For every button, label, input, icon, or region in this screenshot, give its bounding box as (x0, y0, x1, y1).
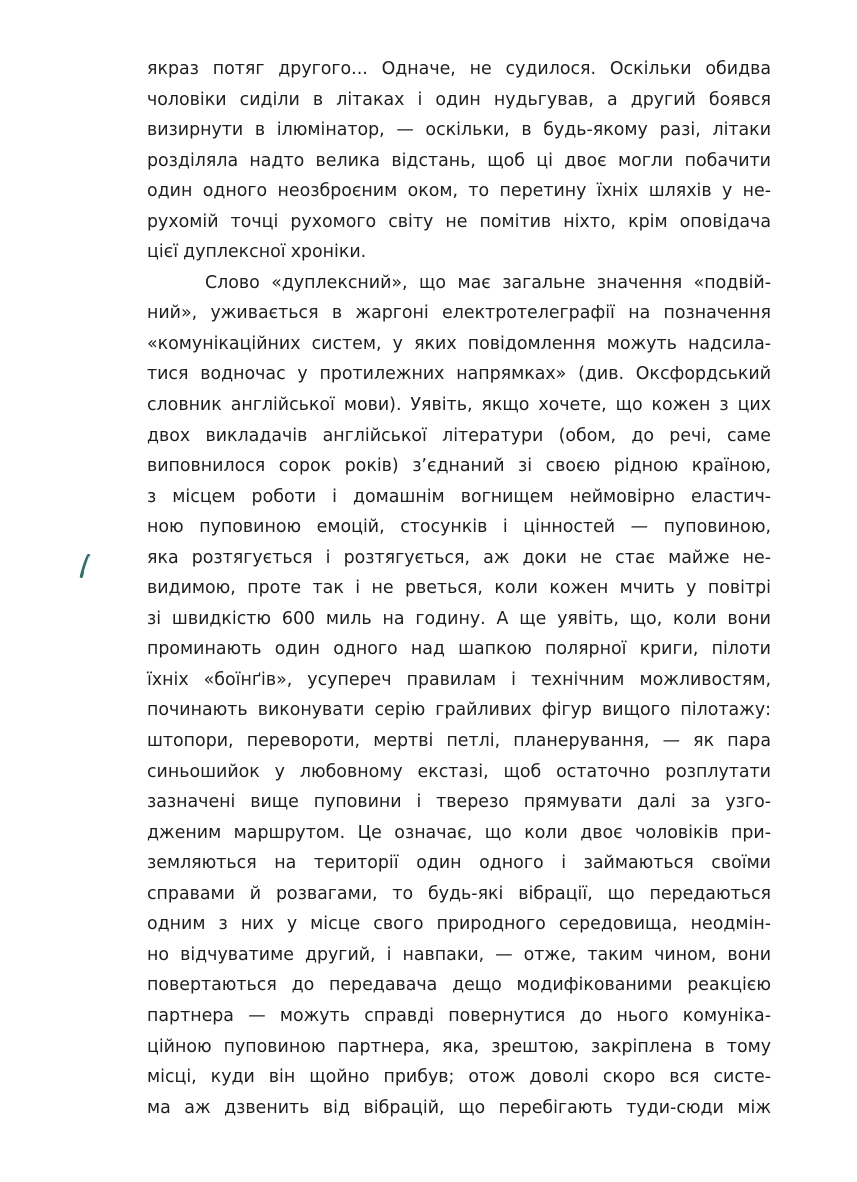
text-line: якраз потяг другого... Одначе, не судилося. Оскільки обидва (147, 59, 771, 79)
text-line: «комунікаційних систем, у яких повідомлення можуть надсила- (147, 333, 771, 354)
text-line: яка розтягується і розтягується, аж доки не стає майже не- (147, 547, 771, 568)
text-line: проминають один одного над шапкою полярної криги, пілоти (147, 639, 771, 660)
text-line: ний», уживається в жаргоні електротелеграфії на позначення (147, 303, 771, 324)
pen-mark-icon (78, 553, 92, 579)
text-line: рухомій точці рухомого світу не помітив ніхто, крім оповідача (147, 211, 771, 232)
text-line: місці, куди він щойно прибув; отож доволі скоро вся систе- (147, 1067, 771, 1088)
text-line: з місцем роботи і домашнім вогнищем неймовірно еластич- (147, 486, 771, 507)
text-line: земляються на території один одного і займаються своїми (147, 853, 771, 874)
text-line: один одного неозброєним оком, то перетину їхніх шляхів у не- (147, 181, 771, 202)
text-line: штопори, перевороти, мертві петлі, планерування, — як пара (147, 731, 771, 752)
text-line: їхніх «боїнґів», усупереч правилам і технічним можливостям, (147, 669, 771, 690)
text-line: виповнилося сорок років) з’єднаний зі своєю рідною країною, (147, 456, 771, 477)
text-line: чоловіки сиділи в літаках і один нудьгував, а другий боявся (147, 89, 771, 110)
text-line: дженим маршрутом. Це означає, що коли двоє чоловіків при- (147, 822, 771, 843)
text-line: синьошийок у любовному екстазі, щоб остаточно розплутати (147, 761, 771, 782)
text-line: починають виконувати серію грайливих фігур вищого пілотажу: (147, 700, 771, 721)
text-line: визирнути в ілюмінатор, — оскільки, в будь-якому разі, літаки (147, 120, 771, 141)
text-line: одним з них у місце свого природного середовища, неодмін- (147, 914, 771, 935)
text-line: цієї дуплексної хроніки. (147, 242, 367, 263)
text-line: словник англійської мови). Уявіть, якщо хочете, що кожен з цих (147, 395, 771, 416)
text-line: зазначені вище пуповини і тверезо прямувати далі за узго- (147, 792, 771, 813)
text-line: ційною пуповиною партнера, яка, зрештою, закріплена в тому (147, 1036, 771, 1057)
text-line: партнера — можуть справді повернутися до нього комуніка- (147, 1005, 771, 1026)
text-line: двох викладачів англійської літератури (обом, до речі, саме (147, 425, 771, 446)
text-line: справами й розвагами, то будь-які вібрації, що передаються (147, 883, 771, 904)
text-line: повертаються до передавача дещо модифікованими реакцією (147, 975, 771, 996)
text-line: зі швидкістю 600 миль на годину. А ще уявіть, що, коли вони (147, 608, 771, 629)
text-line: розділяла надто велика відстань, щоб ці двоє могли побачити (147, 150, 771, 171)
text-line: ною пуповиною емоцій, стосунків і цінностей — пуповиною, (147, 517, 771, 538)
page-text (147, 54, 771, 1123)
text-line: Слово «дуплексний», що має загальне значення «подвій- (205, 272, 771, 293)
text-line: ма аж дзвенить від вібрацій, що перебігають туди-сюди між (147, 1097, 771, 1118)
text-line: но відчуватиме другий, і навпаки, — отже, таким чином, вони (147, 944, 771, 965)
text-line: тися водночас у протилежних напрямках» (див. Оксфордський (147, 364, 771, 385)
text-line: видимою, проте так і не рветься, коли кожен мчить у повітрі (147, 578, 771, 599)
